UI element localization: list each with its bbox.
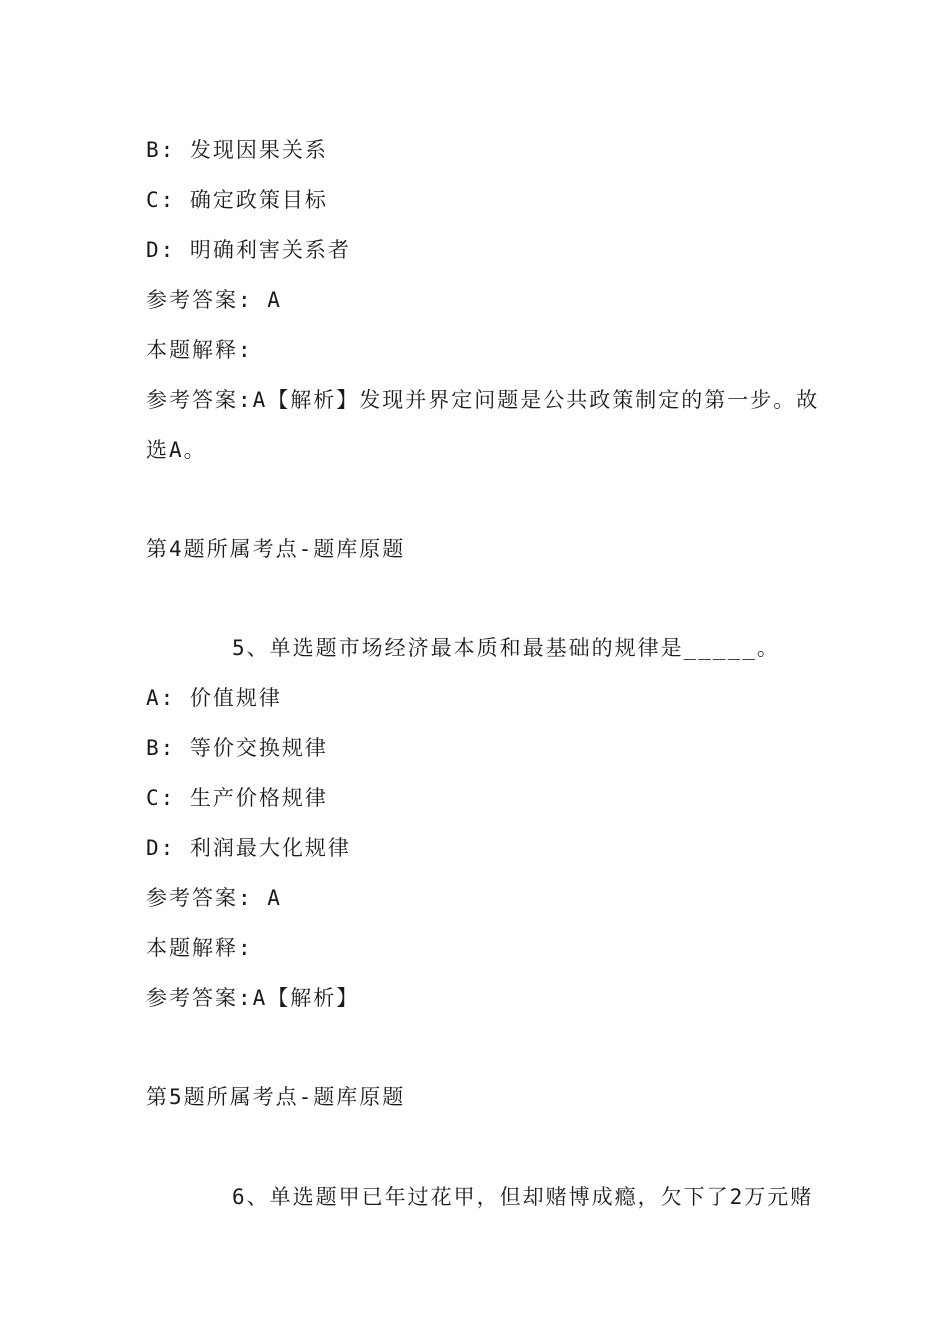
q5-question: 5、单选题市场经济最本质和最基础的规律是_____。 [232,636,780,660]
q4-answer: 参考答案: A [146,288,282,312]
q4-option-d: D: 明确利害关系者 [146,238,351,262]
q6-question: 6、单选题甲已年过花甲，但却赌博成瘾，欠下了2万元赌 [232,1185,814,1209]
q5-option-b: B: 等价交换规律 [146,736,328,760]
q4-explanation-line-1: 参考答案:A【解析】发现并界定问题是公共政策制定的第一步。故 [146,388,820,412]
q5-option-a: A: 价值规律 [146,686,282,710]
q5-option-d: D: 利润最大化规律 [146,836,351,860]
q5-source: 第5题所属考点-题库原题 [146,1085,406,1109]
q5-option-c: C: 生产价格规律 [146,786,328,810]
q4-source: 第4题所属考点-题库原题 [146,537,406,561]
q4-option-c: C: 确定政策目标 [146,188,328,212]
q5-explanation-heading: 本题解释: [146,936,253,960]
q5-answer: 参考答案: A [146,886,282,910]
q5-explanation-line-1: 参考答案:A【解析】 [146,986,360,1010]
q4-option-b: B: 发现因果关系 [146,138,328,162]
q4-explanation-line-2: 选A。 [146,438,207,462]
q4-explanation-heading: 本题解释: [146,338,253,362]
